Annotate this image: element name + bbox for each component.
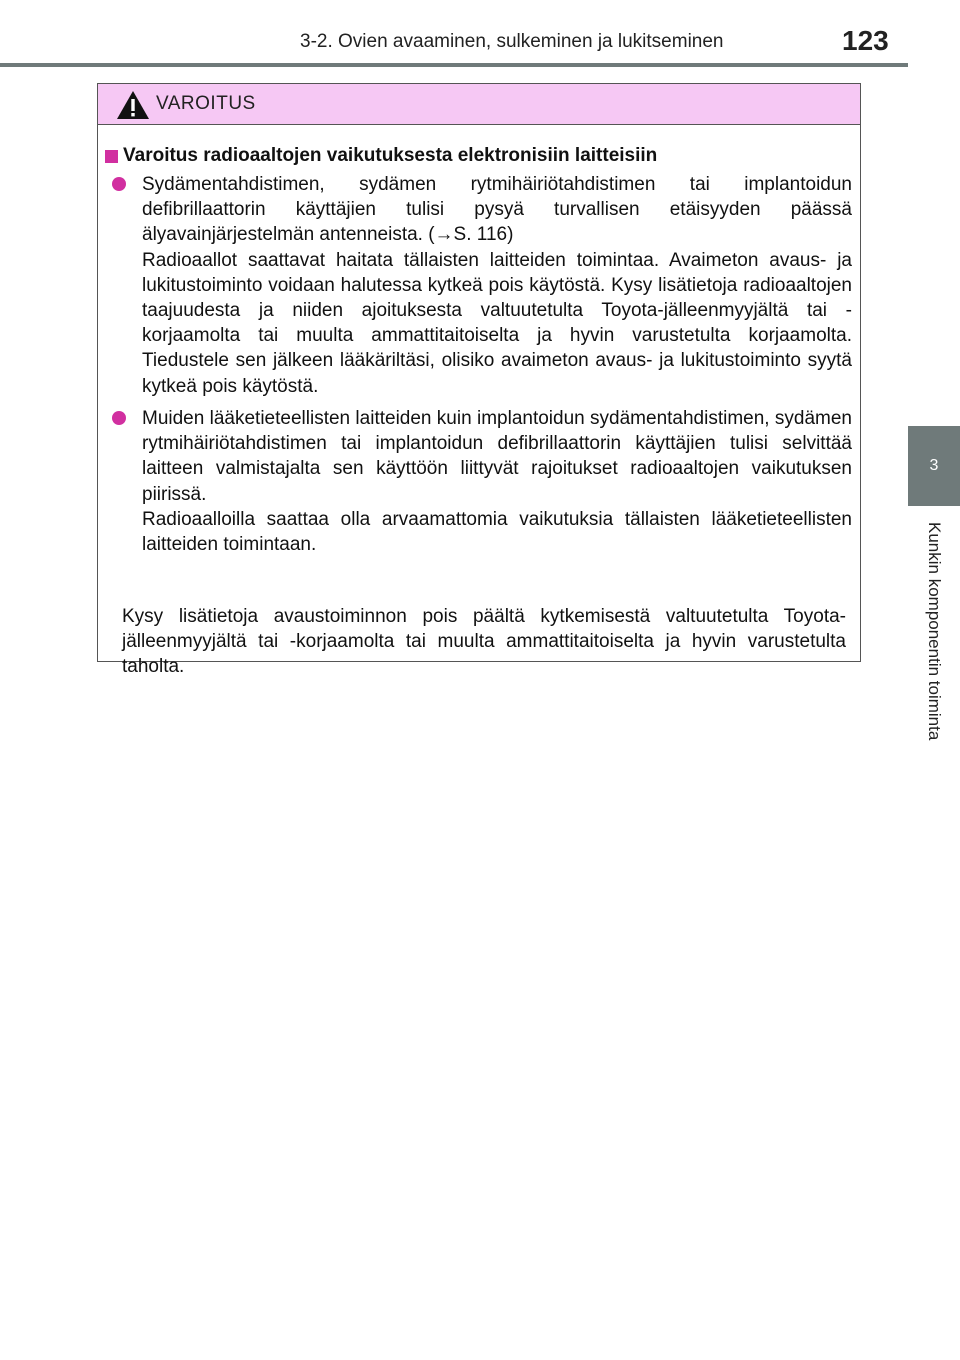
warning-box — [97, 83, 861, 678]
paragraph: Radioaallot saattavat haitata tällaisten laitteiden toimintaa. Avaimeton avaus- ja lukitustoiminto voidaan halutessa kytkeä pois käytöstä. Kysy lisätietoja radioaaltojen taajuudesta ja niiden ajoituksesta valtuutetulta Toyota-jälleenmyyjältä tai -korjaamolta tai muulta ammattitaitoiselta ja hyvin varustetulta korjaamolta. Tiedustele sen jälkeen lääkäriltäsi, olisiko avaimeton avaus- ja lukitustoiminto syytä kytkeä pois käytöstä. — [142, 249, 852, 397]
section-heading — [105, 145, 657, 167]
warning-triangle-icon — [116, 90, 150, 120]
warning-header — [98, 84, 860, 125]
list-item — [112, 172, 852, 399]
warning-label: VAROITUS — [156, 93, 256, 114]
section-heading-text: Varoitus radioaaltojen vaikutuksesta elektronisiin laitteisiin — [123, 145, 658, 166]
paragraph: Radioaalloilla saattaa olla arvaamattomia vaikutuksia tällaisten lääketieteellisten laitteiden toimintaan. — [142, 508, 852, 556]
circle-bullet-icon — [112, 177, 126, 191]
running-header: 3-2. Ovien avaaminen, sulkeminen ja lukitseminen — [300, 31, 724, 52]
paragraph: Muiden lääketieteellisten laitteiden kuin implantoidun sydämentahdistimen, sydämen rytmihäiriötahdistimen tai implantoidun defibrillaattorin käyttäjien tulisi selvittää laitteen valmistajalta sen käyttöön liittyvät rajoitukset radioaaltojen vaikutuksen piirissä. — [142, 408, 852, 505]
chapter-number: 3 — [929, 457, 939, 474]
paragraph: Sydämentahdistimen, sydämen rytmihäiriötahdistimen tai implantoidun defibrillaattorin käyttäjien tulisi pysyä turvallisen etäisyyden päässä älyavainjärjestelmän antenneista. (→S. 116) — [142, 174, 852, 246]
circle-bullet-icon — [112, 411, 126, 425]
page-number: 123 — [842, 25, 889, 56]
header-rule — [0, 63, 908, 67]
list-item — [112, 406, 852, 557]
closing-paragraph: Kysy lisätietoja avaustoiminnon pois päältä kytkemisestä valtuutetulta Toyota-jälleenmyyjältä tai -korjaamolta tai muulta ammattitaitoiselta ja hyvin varustetulta taholta. — [122, 606, 846, 678]
chapter-tab — [908, 426, 960, 506]
square-bullet-icon — [105, 150, 118, 163]
chapter-label: Kunkin komponentin toiminta — [925, 522, 944, 741]
